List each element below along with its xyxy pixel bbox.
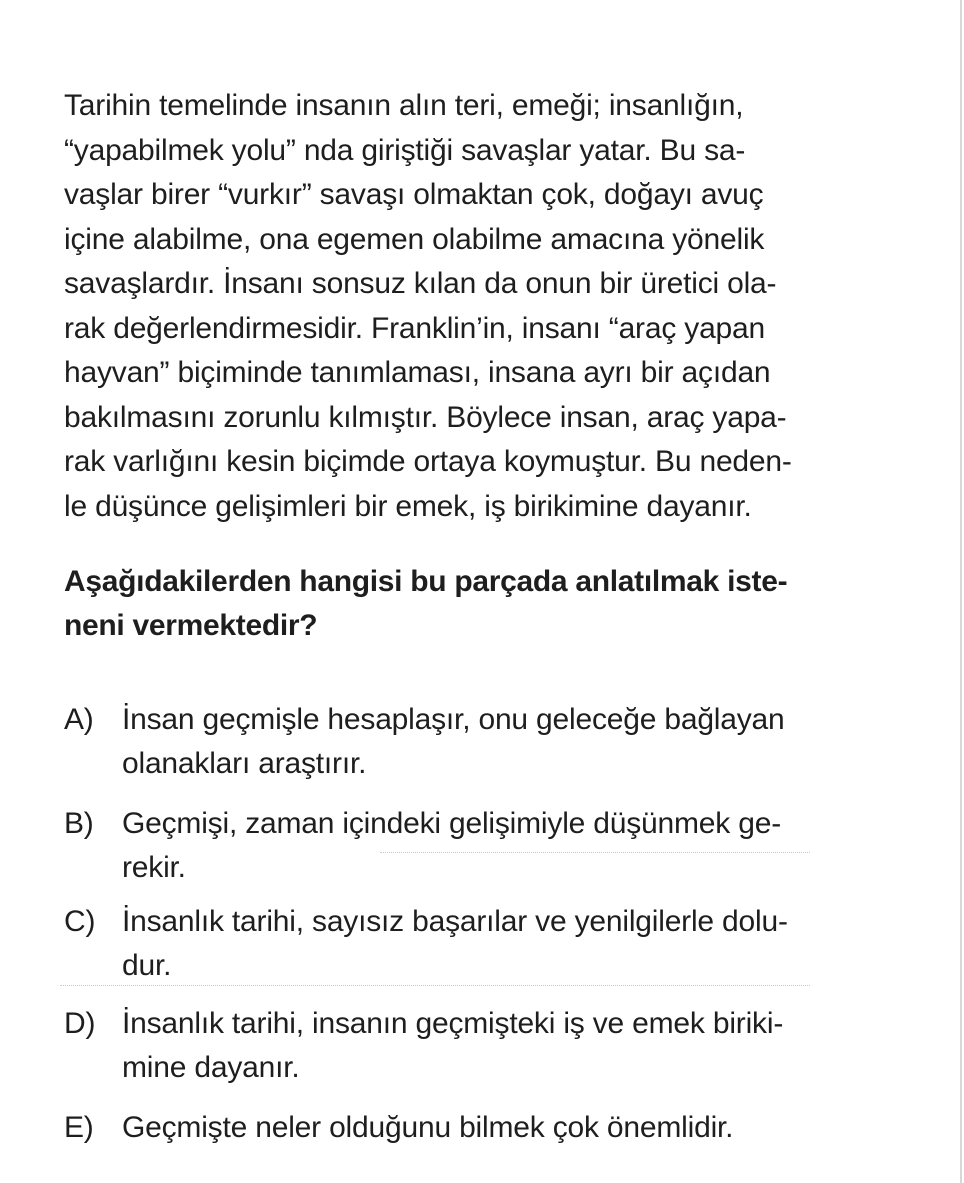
option-line: Geçmişte neler olduğunu bilmek çok önemlidir. bbox=[122, 1111, 734, 1144]
option-line: rekir. bbox=[122, 851, 186, 884]
passage-line: rak değerlendirmesidir. Franklin’in, insanı “araç yapan bbox=[64, 311, 766, 345]
option-line: İnsanlık tarihi, insanın geçmişteki iş ve emek biriki- bbox=[122, 1007, 784, 1040]
option-text bbox=[122, 900, 892, 988]
option-line: İnsan geçmişle hesaplaşır, onu geleceğe bağlayan bbox=[122, 703, 785, 736]
scan-artifact bbox=[380, 852, 810, 854]
option-letter: B) bbox=[64, 807, 94, 840]
passage-line: içine alabilme, ona egemen olabilme amacına yönelik bbox=[64, 222, 765, 256]
option-text bbox=[122, 802, 892, 890]
option-text bbox=[122, 1002, 892, 1090]
passage-line: “yapabilmek yolu” nda giriştiği savaşlar yatar. Bu sa- bbox=[64, 133, 746, 167]
scan-artifact bbox=[60, 985, 810, 987]
passage-line: savaşlardır. İnsanı sonsuz kılan da onun bir üretici ola- bbox=[64, 267, 777, 300]
reading-passage bbox=[64, 84, 894, 529]
option-letter: C) bbox=[64, 905, 96, 938]
option-text bbox=[122, 698, 892, 786]
option-letter: D) bbox=[64, 1007, 96, 1040]
passage-line: hayvan” biçiminde tanımlaması, insana ayrı bir açıdan bbox=[64, 356, 771, 389]
passage-line: vaşlar birer “vurkır” savaşı olmaktan çok, doğayı avuç bbox=[64, 178, 764, 211]
option-line: mine dayanır. bbox=[122, 1051, 300, 1084]
option-text bbox=[122, 1106, 892, 1150]
page-edge-divider bbox=[960, 0, 962, 1183]
option-line: Geçmişi, zaman içindeki gelişimiyle düşünmek ge- bbox=[122, 807, 781, 840]
passage-line: rak varlığını kesin biçimde ortaya koymuştur. Bu neden- bbox=[64, 445, 792, 478]
option-letter: E) bbox=[64, 1111, 94, 1144]
passage-line: bakılmasını zorunlu kılmıştır. Böylece insan, araç yapa- bbox=[64, 400, 787, 434]
question-line: Aşağıdakilerden hangisi bu parçada anlatılmak iste- bbox=[64, 565, 788, 598]
option-line: İnsanlık tarihi, sayısız başarılar ve yenilgilerle dolu- bbox=[122, 905, 788, 938]
passage-line: Tarihin temelinde insanın alın teri, emeği; insanlığın, bbox=[64, 89, 744, 122]
question-line: neni vermektedir? bbox=[64, 609, 318, 642]
question-stem bbox=[64, 560, 894, 648]
option-letter: A) bbox=[64, 703, 94, 736]
option-line: olanakları araştırır. bbox=[122, 747, 367, 780]
passage-line: le düşünce gelişimleri bir emek, iş birikimine dayanır. bbox=[64, 489, 752, 523]
option-line: dur. bbox=[122, 949, 172, 982]
